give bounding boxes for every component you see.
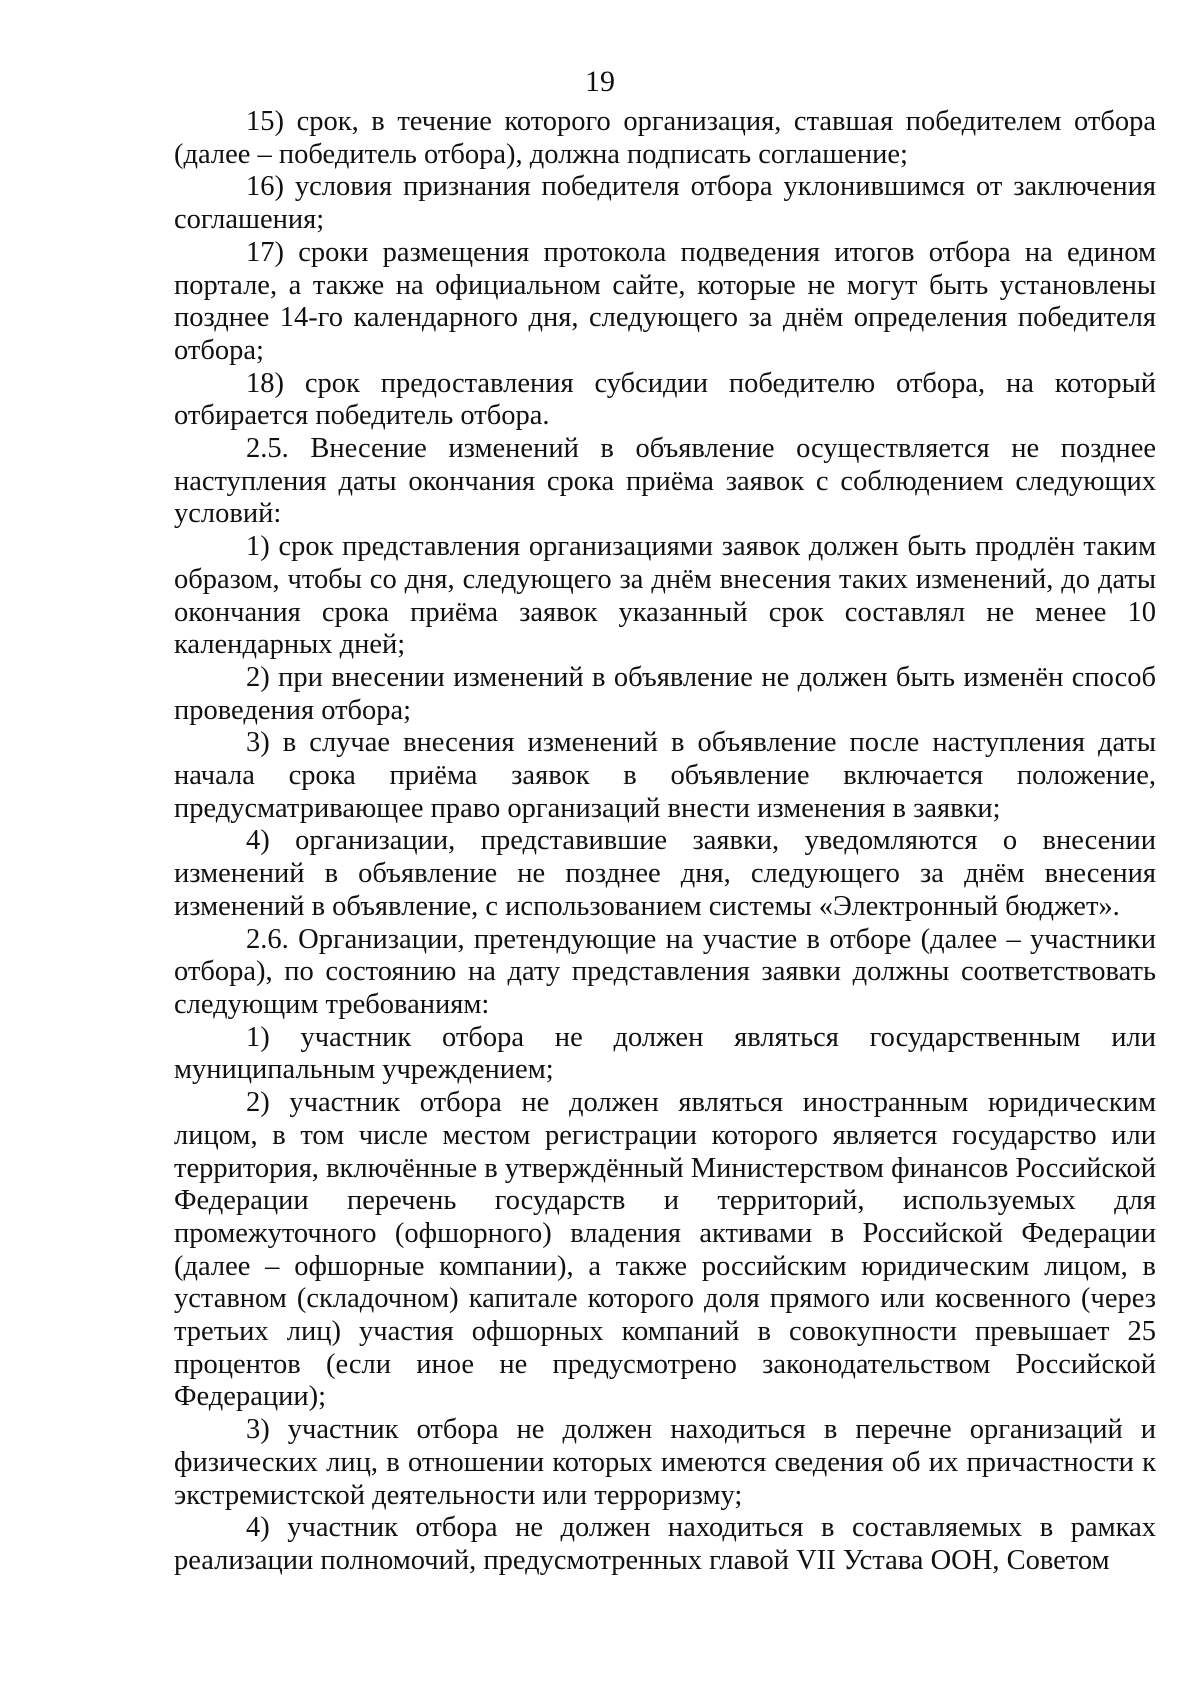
paragraph-requirement-2: 2) участник отбора не должен являться иностранным юридическим лицом, в том числе местом регистрации которого является государство или территория, включённые в утверждённый Министерством финансов Российской Федерации перечень государств и территорий, используемых для промежуточного (офшорного) владения активами в Российской Федерации (далее – офшорные компании), а также российским юридическим лицом, в уставном (складочном) капитале которого доля прямого или косвенного (через третьих лиц) участия офшорных компаний в совокупности превышает 25 процентов (если иное не предусмотрено законодательством Российской Федерации); (174, 1087, 1156, 1413)
paragraph-item-15: 15) срок, в течение которого организация, ставшая победителем отбора (далее – победитель отбора), должна подписать соглашение; (174, 106, 1156, 170)
paragraph-item-16: 16) условия признания победителя отбора уклонившимся от заключения соглашения; (174, 171, 1156, 236)
paragraph-item-17: 17) сроки размещения протокола подведения итогов отбора на едином портале, а также на официальном сайте, которые не могут быть установлены позднее 14-го календарного дня, следующего за днём определения победителя отбора; (174, 236, 1156, 366)
paragraph-requirement-3: 3) участник отбора не должен находиться в перечне организаций и физических лиц, в отношении которых имеются сведения об их причастности к экстремистской деятельности или терроризму; (174, 1414, 1156, 1511)
paragraph-requirement-4: 4) участник отбора не должен находиться в составляемых в рамках реализации полномочий, предусмотренных главой VII Устава ООН, Советом (174, 1512, 1156, 1576)
paragraph-condition-4: 4) организации, представившие заявки, уведомляются о внесении изменений в объявление не позднее дня, следующего за днём внесения изменений в объявление, с использованием системы «Электронный бюджет». (174, 825, 1156, 922)
paragraph-item-18: 18) срок предоставления субсидии победителю отбора, на который отбирается победитель отбора. (174, 367, 1156, 432)
paragraph-section-2-6: 2.6. Организации, претендующие на участие в отборе (далее – участники отбора), по состоянию на дату представления заявки должны соответствовать следующим требованиям: (174, 923, 1156, 1020)
paragraph-condition-3: 3) в случае внесения изменений в объявление после наступления даты начала срока приёма заявок в объявление включается положение, предусматривающее право организаций внести изменения в заявки; (174, 727, 1156, 824)
paragraph-condition-1: 1) срок представления организациями заявок должен быть продлён таким образом, чтобы со дня, следующего за днём внесения таких изменений, до даты окончания срока приёма заявок указанный срок составлял не менее 10 календарных дней; (174, 531, 1156, 661)
document-body (174, 106, 1156, 1578)
page-number: 19 (585, 65, 615, 98)
paragraph-condition-2: 2) при внесении изменений в объявление не должен быть изменён способ проведения отбора; (174, 661, 1156, 726)
paragraph-requirement-1: 1) участник отбора не должен являться государственным или муниципальным учреждением; (174, 1021, 1156, 1086)
paragraph-section-2-5: 2.5. Внесение изменений в объявление осуществляется не позднее наступления даты окончания срока приёма заявок с соблюдением следующих условий: (174, 433, 1156, 530)
